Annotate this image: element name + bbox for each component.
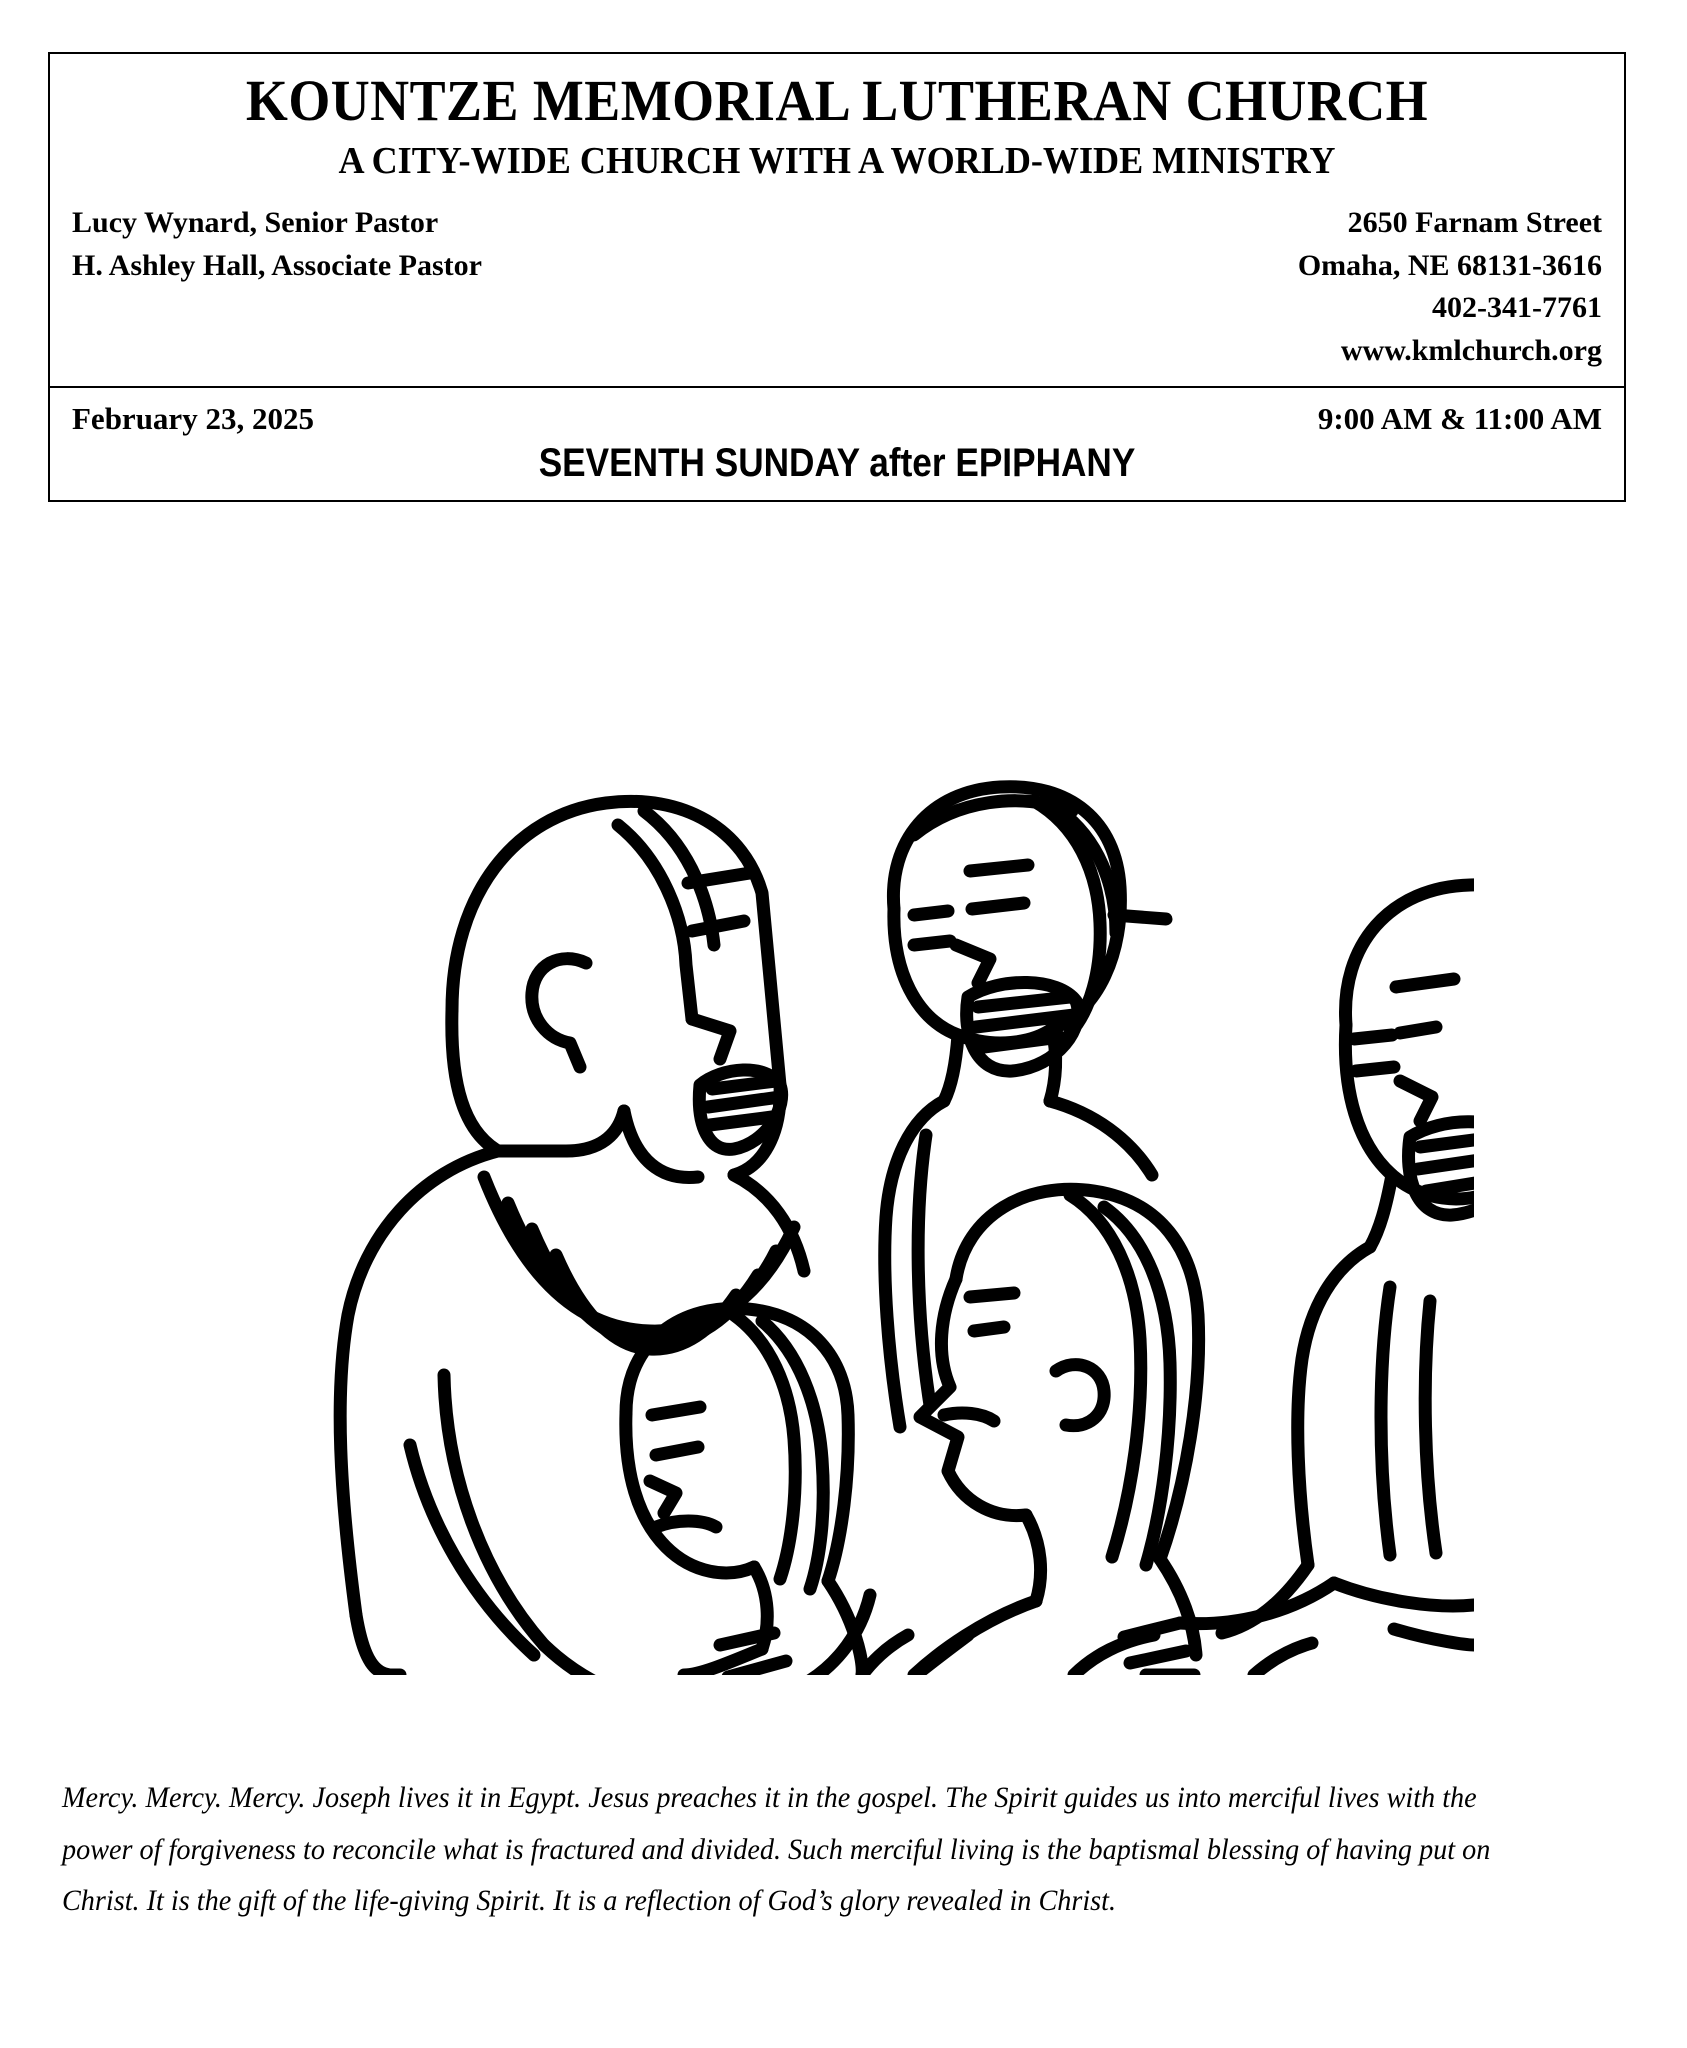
pastor-list [72,202,482,287]
service-info-row [50,388,1624,436]
contact-row [50,180,1624,386]
address-city-state-zip: Omaha, NE 68131-3616 [1297,248,1602,282]
church-tagline: A CITY-WIDE CHURCH WITH A WORLD-WIDE MINISTRY [338,140,1336,182]
header-bottom-section [50,388,1624,500]
address-street: 2650 Farnam Street [1347,206,1602,239]
church-name: KOUNTZE MEMORIAL LUTHERAN CHURCH [245,68,1429,133]
pastor-associate: H. Ashley Hall, Associate Pastor [72,248,482,282]
service-date: February 23, 2025 [72,401,314,437]
service-times: 9:00 AM & 11:00 AM [1317,401,1602,437]
church-address-block [1298,202,1602,372]
address-phone: 402-341-7761 [1432,291,1602,325]
pastor-senior: Lucy Wynard, Senior Pastor [72,206,439,239]
service-title: SEVENTH SUNDAY after EPIPHANY [538,441,1136,486]
line-drawing-group-of-people-embracing [214,615,1474,1675]
bulletin-header-box [48,52,1626,502]
header-top-section [50,68,1624,386]
seasonal-description-text: Mercy. Mercy. Mercy. Joseph lives it in Egypt. Jesus preaches it in the gospel. The Spirit guides us into merciful lives with the power of forgiveness to reconcile what is fractured and divided. Such merciful living is the baptismal blessing of having put on Christ. It is the gift of the life-giving Spirit. It is a reflection of God’s glory revealed in Christ. [62,1781,1491,1918]
cover-illustration [0,600,1687,1690]
address-website[interactable]: www.kmlchurch.org [1340,333,1602,367]
